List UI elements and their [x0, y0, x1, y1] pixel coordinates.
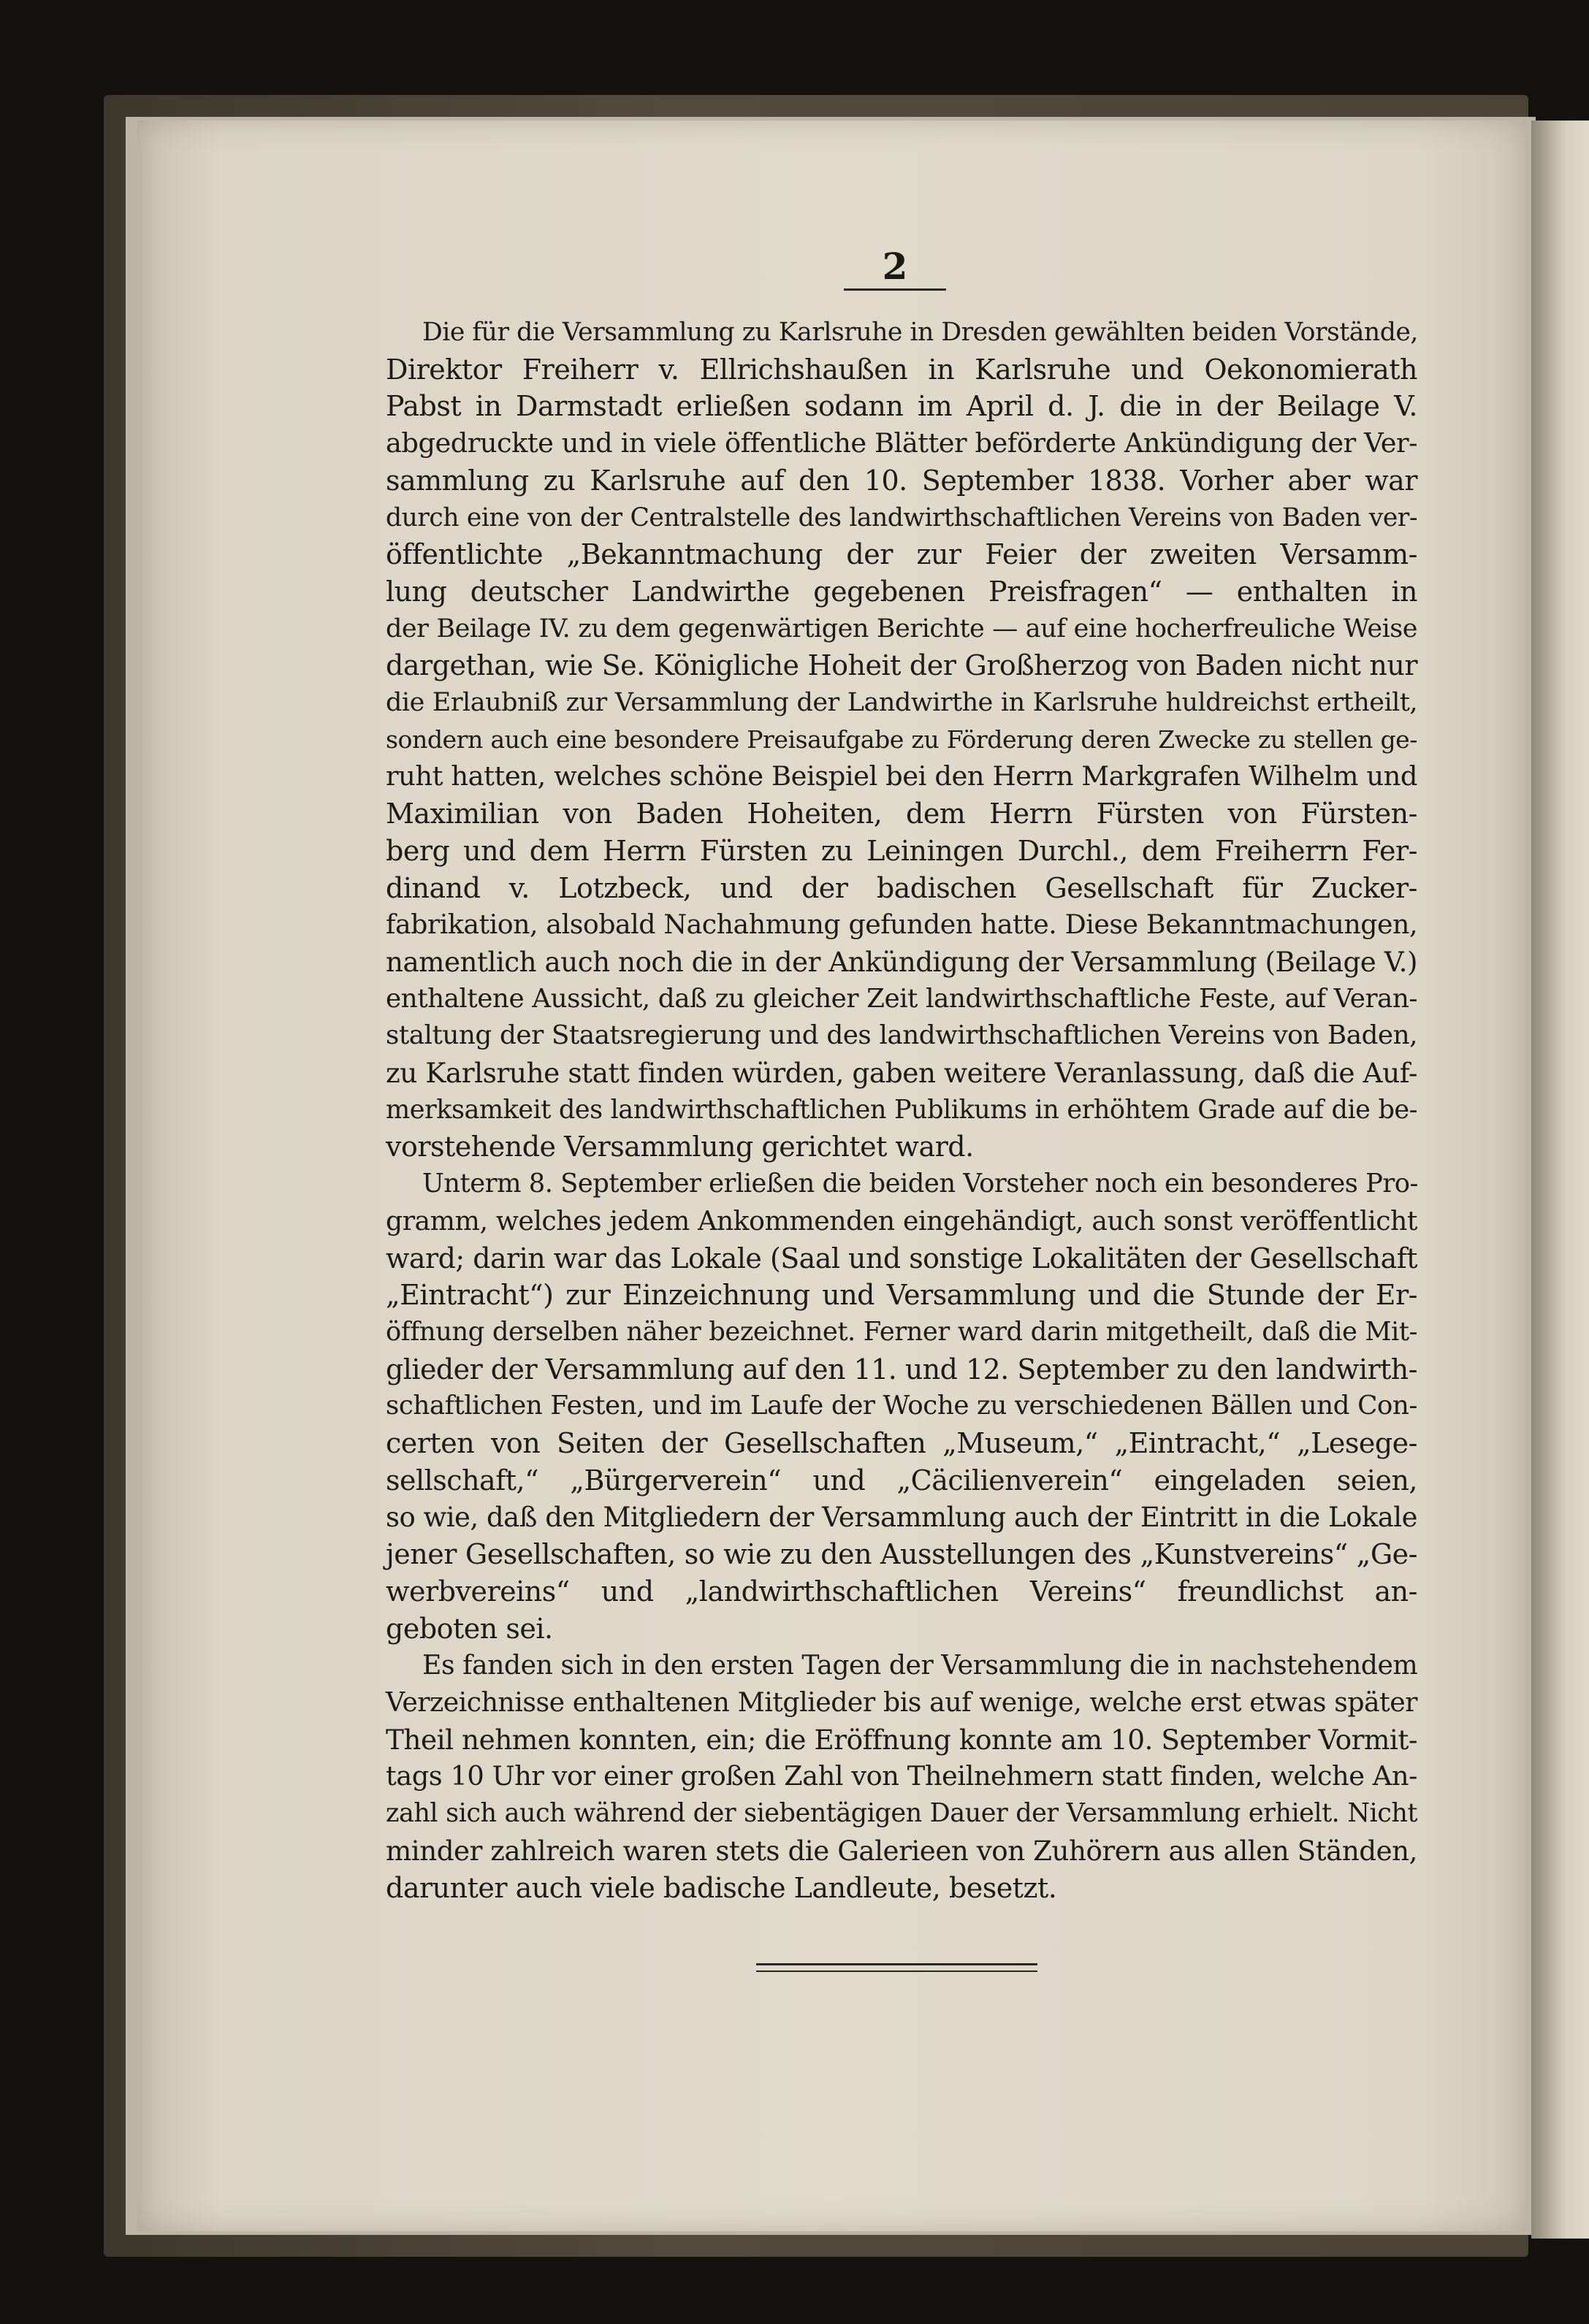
- text-line: abgedruckte und in viele öffentliche Blätter beförderte Ankündigung der Ver-: [386, 427, 1417, 459]
- text-line: glieder der Versammlung auf den 11. und 12. September zu den landwirth-: [386, 1353, 1417, 1385]
- text-line: staltung der Staatsregierung und des landwirthschaftlichen Vereins von Baden,: [386, 1020, 1417, 1051]
- text-line: geboten sei.: [386, 1612, 553, 1645]
- text-line: Es fanden sich in den ersten Tagen der Versammlung die in nachstehendem: [422, 1649, 1418, 1681]
- text-line: certen von Seiten der Gesellschaften „Museum,“ „Eintracht,“ „Lesege-: [386, 1427, 1417, 1460]
- text-line: Direktor Freiherr v. Ellrichshaußen in Karlsruhe und Oekonomierath: [386, 353, 1417, 386]
- text-line: durch eine von der Centralstelle des landwirthschaftlichen Vereins von Baden ver-: [386, 502, 1417, 532]
- text-line: Die für die Versammlung zu Karlsruhe in Dresden gewählten beiden Vorstände,: [422, 318, 1418, 347]
- paragraph-2: [386, 1166, 1417, 1647]
- text-line: Verzeichnisse enthaltenen Mitglieder bis auf wenige, welche erst etwas später: [386, 1686, 1417, 1719]
- end-rule-bottom: [756, 1971, 1037, 1972]
- text-line: zu Karlsruhe statt finden würden, gaben weitere Veranlassung, daß die Auf-: [386, 1057, 1417, 1090]
- text-line: Maximilian von Baden Hoheiten, dem Herrn Fürsten von Fürsten-: [386, 798, 1417, 830]
- text-line: darunter auch viele badische Landleute, besetzt.: [386, 1871, 1057, 1904]
- text-line: lung deutscher Landwirthe gegebenen Preisfragen“ — enthalten in: [386, 575, 1417, 608]
- text-line: öffentlichte „Bekanntmachung der zur Feier der zweiten Versamm-: [386, 538, 1417, 571]
- text-line: namentlich auch noch die in der Ankündigung der Versammlung (Beilage V.): [386, 945, 1417, 978]
- text-line: dinand v. Lotzbeck, und der badischen Gesellschaft für Zucker-: [386, 871, 1417, 904]
- text-line: enthaltene Aussicht, daß zu gleicher Zeit landwirthschaftliche Feste, auf Veran-: [386, 983, 1417, 1014]
- text-line: sellschaft,“ „Bürgerverein“ und „Cäcilienverein“ eingeladen seien,: [386, 1464, 1417, 1497]
- body-text: [386, 314, 1417, 1906]
- text-line: werbvereins“ und „landwirthschaftlichen Vereins“ freundlichst an-: [386, 1575, 1417, 1608]
- text-line: tags 10 Uhr vor einer großen Zahl von Theilnehmern statt finden, welche An-: [386, 1760, 1417, 1792]
- text-line: minder zahlreich waren stets die Galerieen von Zuhörern aus allen Ständen,: [386, 1834, 1417, 1867]
- text-line: „Eintracht“) zur Einzeichnung und Versammlung und die Stunde der Er-: [386, 1279, 1417, 1312]
- text-line: sondern auch eine besondere Preisaufgabe zu Förderung deren Zwecke zu stellen ge-: [386, 725, 1417, 754]
- text-line: fabrikation, alsobald Nachahmung gefunden hatte. Diese Bekanntmachungen,: [386, 909, 1417, 941]
- paragraph-1: [386, 314, 1417, 1166]
- text-line: gramm, welches jedem Ankommenden eingehändigt, auch sonst veröffentlicht: [386, 1204, 1417, 1236]
- paragraph-3: [386, 1647, 1417, 1906]
- page-number-underline: [844, 288, 946, 291]
- text-line: der Beilage IV. zu dem gegenwärtigen Berichte — auf eine hocherfreuliche Weise: [386, 613, 1417, 643]
- text-line: die Erlaubniß zur Versammlung der Landwirthe in Karlsruhe huldreichst ertheilt,: [386, 688, 1417, 718]
- end-rule-top: [756, 1963, 1037, 1965]
- page-number: 2: [882, 245, 908, 288]
- text-line: zahl sich auch während der siebentägigen Dauer der Versammlung erhielt. Nicht: [386, 1798, 1417, 1829]
- text-line: ruht hatten, welches schöne Beispiel bei den Herrn Markgrafen Wilhelm und: [386, 760, 1417, 792]
- facing-page-edge: [1531, 121, 1589, 2239]
- text-line: Pabst in Darmstadt erließen sodann im April d. J. die in der Beilage V.: [386, 390, 1417, 423]
- text-line: schaftlichen Festen, und im Laufe der Woche zu verschiedenen Bällen und Con-: [386, 1391, 1417, 1421]
- text-line: jener Gesellschaften, so wie zu den Ausstellungen des „Kunstvereins“ „Ge-: [386, 1538, 1417, 1571]
- text-line: so wie, daß den Mitgliedern der Versammlung auch der Eintritt in die Lokale: [386, 1501, 1417, 1533]
- text-line: merksamkeit des landwirthschaftlichen Publikums in erhöhtem Grade auf die be-: [386, 1094, 1417, 1125]
- text-line: berg und dem Herrn Fürsten zu Leiningen Durchl., dem Freiherrn Fer-: [386, 834, 1417, 867]
- text-line: dargethan, wie Se. Königliche Hoheit der Großherzog von Baden nicht nur: [386, 649, 1417, 682]
- text-line: Theil nehmen konnten, ein; die Eröffnung konnte am 10. September Vormit-: [386, 1723, 1417, 1756]
- text-line: vorstehende Versammlung gerichtet ward.: [386, 1131, 974, 1163]
- text-line: öffnung derselben näher bezeichnet. Ferner ward darin mitgetheilt, daß die Mit-: [386, 1316, 1417, 1347]
- text-line: Unterm 8. September erließen die beiden Vorsteher noch ein besonderes Pro-: [422, 1169, 1418, 1199]
- text-line: ward; darin war das Lokale (Saal und sonstige Lokalitäten der Gesellschaft: [386, 1242, 1417, 1274]
- text-line: sammlung zu Karlsruhe auf den 10. September 1838. Vorher aber war: [386, 464, 1417, 497]
